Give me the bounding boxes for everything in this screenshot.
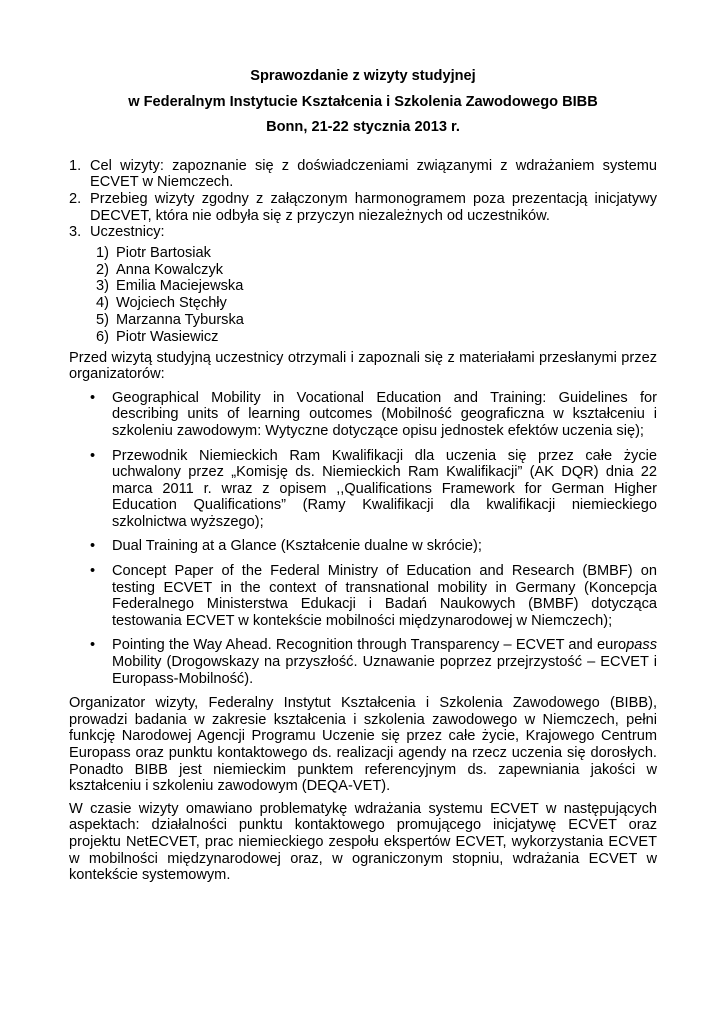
participant-name: Marzanna Tyburska [116,311,244,328]
intro-paragraph: Przed wizytą studyjną uczestnicy otrzymali i zapoznali się z materiałami przesłanymi przez organizatorów: [69,349,657,383]
material-text: Przewodnik Niemieckich Ram Kwalifikacji dla uczenia się przez całe życie uchwalony przez „Komisję ds. Niemieckich Ram Kwalifikacji” (AK DQR) dnia 22 marca 2011 r. wraz z opisem ,,Qualifications Framework for German Higher Education Qualifications” (Ramy Kwalifikacji dla kwalifikacji niemieckiego szkolnictwa wyższego); [112,447,657,530]
participants-list [96,245,657,346]
list-item-text: Uczestnicy: [90,224,165,241]
material-text [112,637,657,686]
organizer-paragraph: Organizator wizyty, Federalny Instytut Kształcenia i Szkolenia Zawodowego (BIBB), prowadzi badania w zakresie kształcenia i szkolenia zawodowego w Niemczech, pełni funkcję Narodowej Agencji Programu Uczenie się przez całe życie, Krajowego Centrum Europass oraz punktu kontaktowego ds. realizacji agendy na rzecz uczenia się dorosłych. Ponadto BIBB jest niemieckim punktem referencyjnym ds. zapewniania jakości w kształceniu i szkoleniu zawodowym (DEQA-VET). [69,695,657,795]
material-item [69,563,657,629]
participant-number: 3) [96,278,109,295]
bullet-icon: • [90,637,96,654]
participant-number: 4) [96,295,109,312]
bullet-icon: • [90,447,96,464]
participant [96,295,657,312]
participant [96,278,657,295]
material-text: Geographical Mobility in Vocational Education and Training: Guidelines for describing units of learning outcomes (Mobilność geograficzna w kształceniu i szkoleniu zawodowym: Wytyczne dotyczące opisu jednostek efektów uczenia się); [112,389,657,439]
list-item [69,224,657,241]
participant-name: Piotr Wasiewicz [116,328,219,345]
material-text: Concept Paper of the Federal Ministry of Education and Research (BMBF) on testing ECVET in the context of transnational mobility in Germany (Koncepcja Federalnego Ministerstwa Edukacji i Badań Naukowych (BMBF) dotycząca testowania ECVET w kontekście mobilności międzynarodowej w Niemczech); [112,563,657,629]
document-subtitle: w Federalnym Instytucie Kształcenia i Szkolenia Zawodowego BIBB [128,93,598,110]
material-item [69,390,657,440]
list-number: 1. [69,157,82,174]
bullet-icon: • [90,538,96,555]
material-item [69,637,657,687]
list-number: 3. [69,224,82,241]
document-title: Sprawozdanie z wizyty studyjnej [250,68,476,84]
participant-number: 1) [96,244,109,261]
numbered-list [69,158,657,241]
list-item [69,191,657,224]
participant-name: Piotr Bartosiak [116,244,211,261]
participant [96,245,657,262]
participant-name: Anna Kowalczyk [116,261,224,278]
material-text: Dual Training at a Glance (Kształcenie dualne w skrócie); [112,538,482,555]
participant-name: Wojciech Stęchły [116,295,227,312]
bullet-icon: • [90,563,96,580]
list-item-text: Cel wizyty: zapoznanie się z doświadczeniami związanymi z wdrażaniem systemu ECVET w Niemczech. [90,157,657,191]
list-item-text: Przebieg wizyty zgodny z załączonym harmonogramem poza prezentacją inicjatywy DECVET, która nie odbyła się z przyczyn niezależnych od uczestników. [90,190,657,224]
material-item [69,538,657,555]
participant [96,329,657,346]
participant [96,262,657,279]
list-item [69,158,657,191]
participant-number: 5) [96,311,109,328]
participant-name: Emilia Maciejewska [116,278,244,295]
material-item [69,448,657,531]
participant [96,312,657,329]
material-text-italic: pass [626,637,657,654]
list-number: 2. [69,190,82,207]
participant-number: 2) [96,261,109,278]
bullet-icon: • [90,389,96,406]
discussion-paragraph: W czasie wizyty omawiano problematykę wdrażania systemu ECVET w następujących aspektach: działalności punktu kontaktowego promującego inicjatywę ECVET oraz projektu NetECVET, prac niemieckiego zespołu ekspertów ECVET, wykorzystania ECVET w mobilności międzynarodowej oraz, w ograniczonym stopniu, wdrażania ECVET w kontekście systemowym. [69,800,657,884]
materials-list [69,390,657,688]
participant-number: 6) [96,328,109,345]
material-text-part: Mobility (Drogowskazy na przyszłość. Uznawanie poprzez przejrzystość – ECVET i Europass-Mobilność). [112,654,657,687]
document-date: Bonn, 21-22 stycznia 2013 r. [266,119,460,136]
material-text-part: Pointing the Way Ahead. Recognition through Transparency – ECVET and euro [112,637,627,654]
document-page [69,68,657,884]
